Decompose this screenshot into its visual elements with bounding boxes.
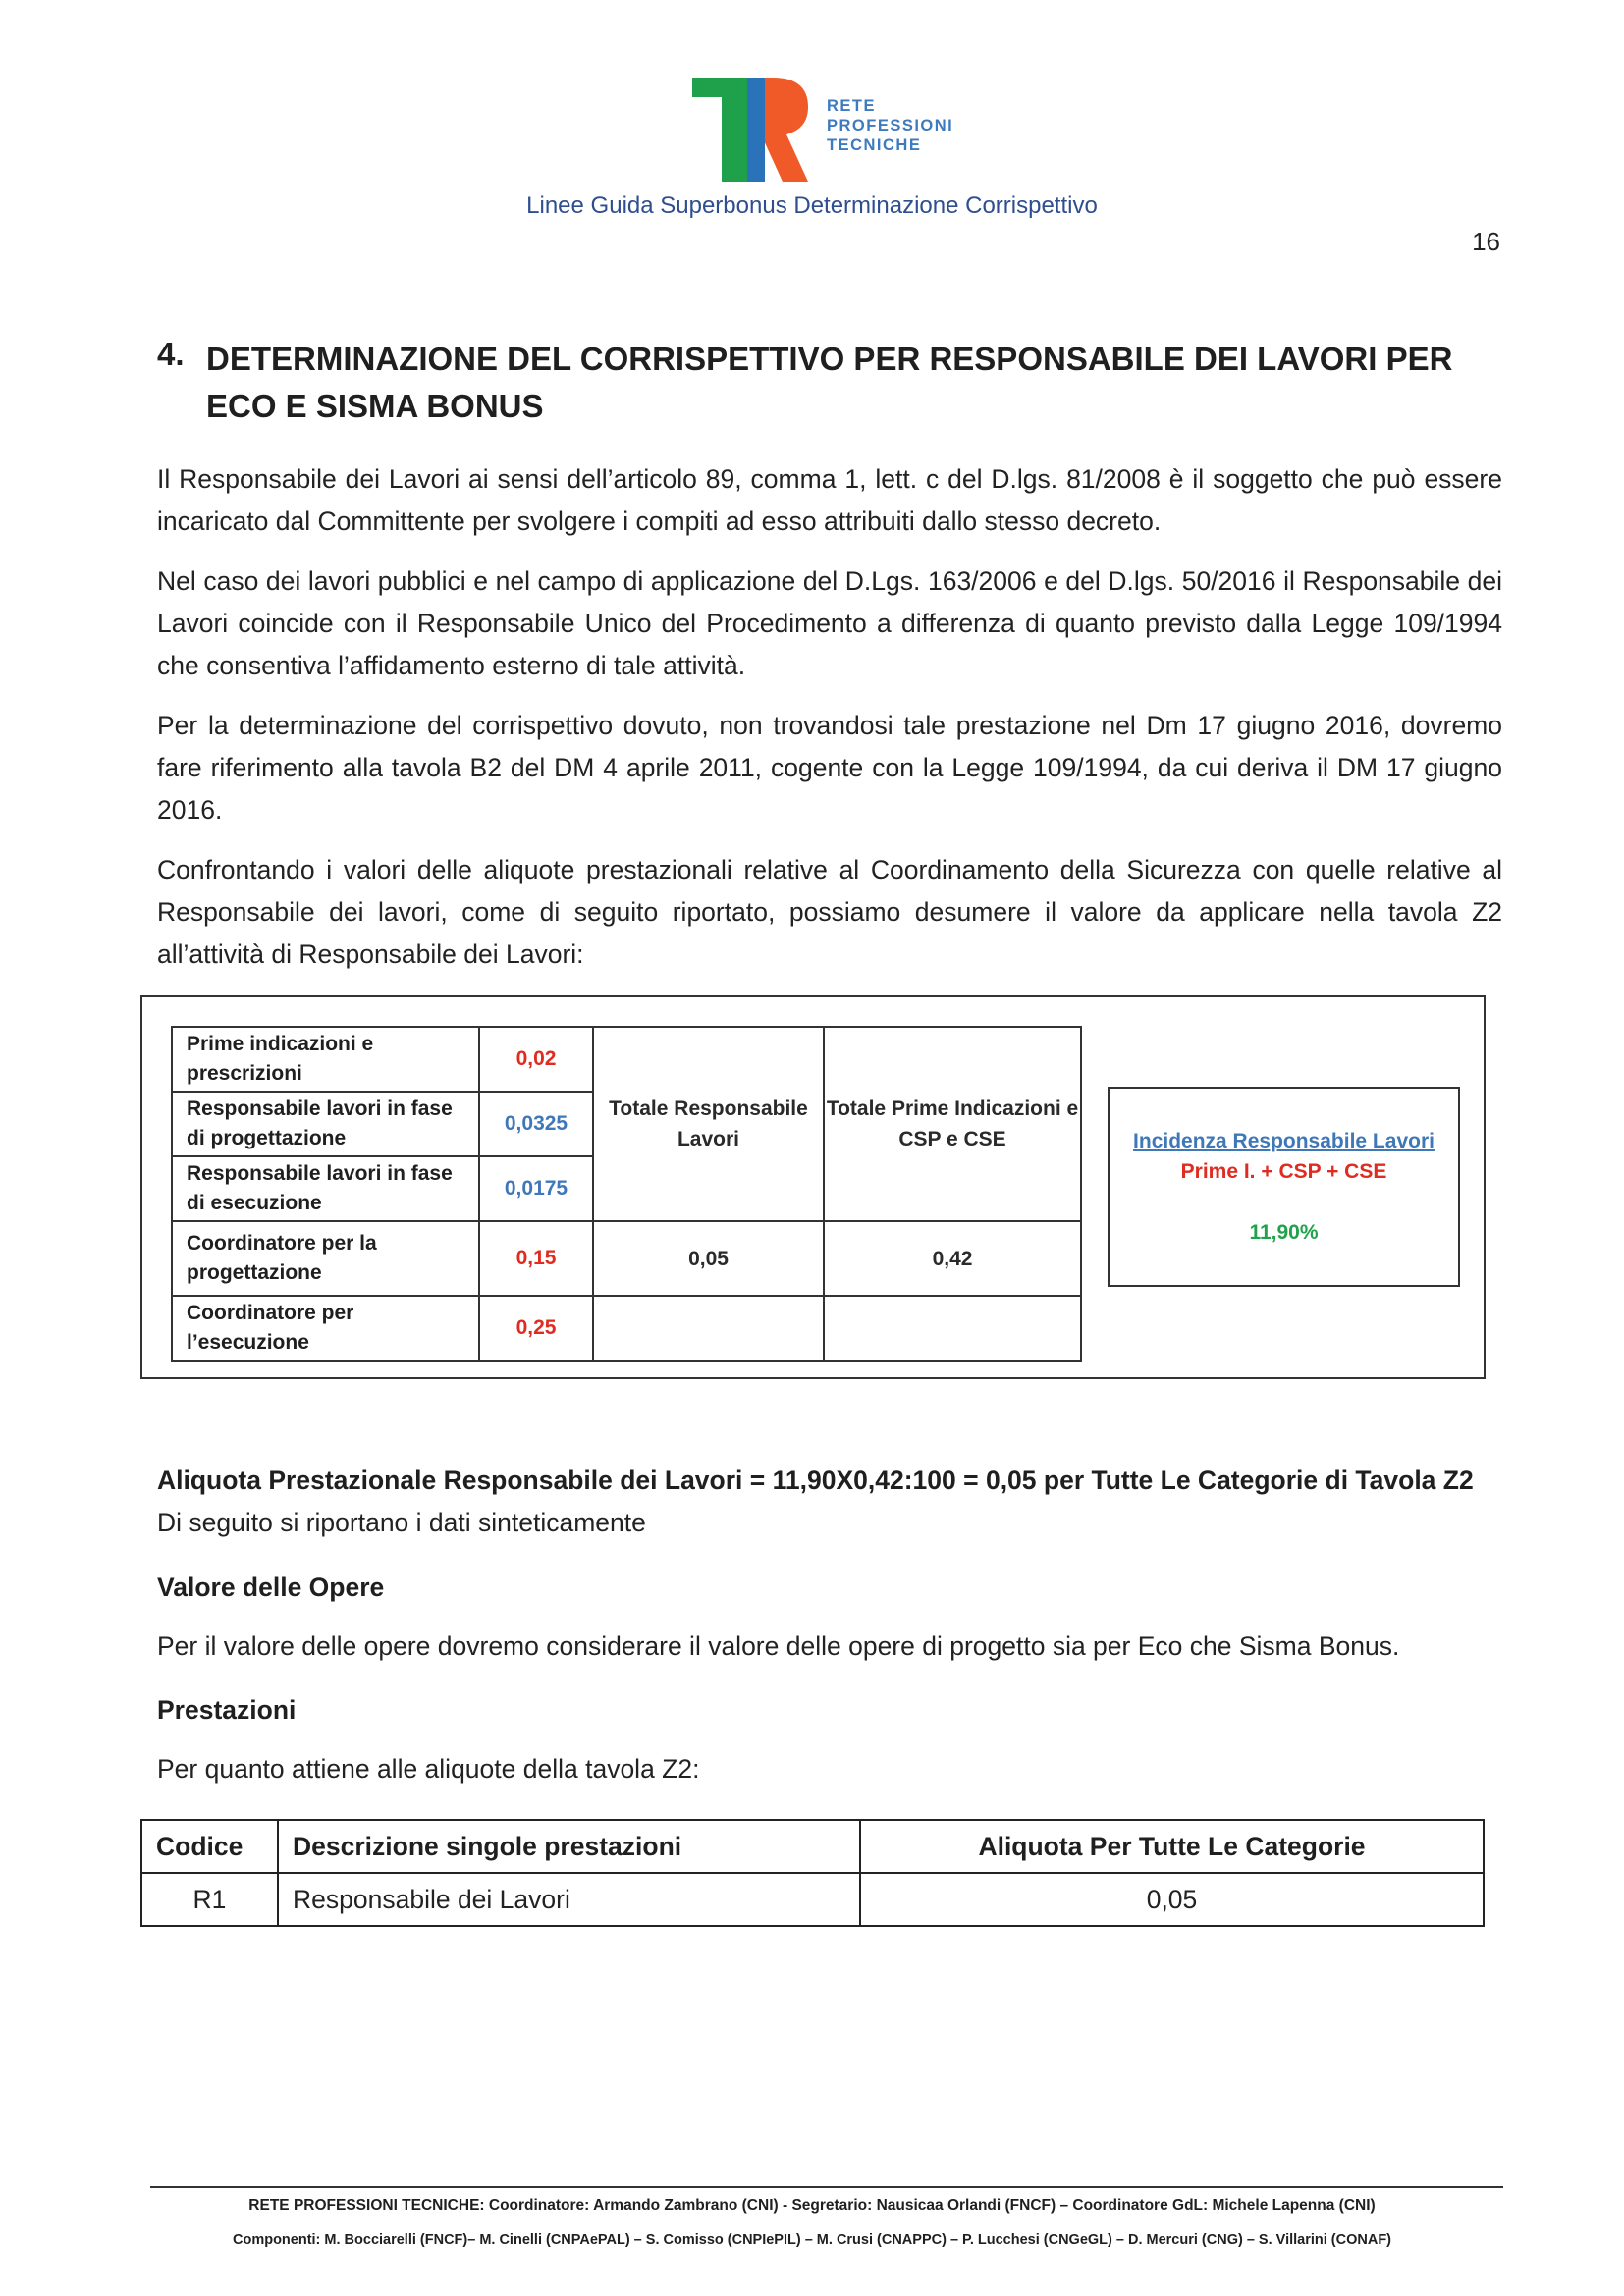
incidence-value: 11,90%	[1249, 1221, 1319, 1244]
header-aliquota: Aliquota Per Tutte Le Categorie	[860, 1820, 1484, 1873]
calc-label: Coordinatore per l’esecuzione	[172, 1296, 479, 1361]
footer-line-1: RETE PROFESSIONI TECNICHE: Coordinatore: Armando Zambrano (CNI) - Segretario: Nausicaa Orlandi (FNCF) – Coordinatore GdL: Michele Lapenna (CNI)	[248, 2197, 1376, 2214]
page-number: 16	[1472, 227, 1500, 256]
total-prime-header: Totale Prime Indicazioni e CSP e CSE	[824, 1027, 1081, 1221]
logo-word-3: TECNICHE	[827, 136, 922, 154]
total-rl-header: Totale Responsabile Lavori	[593, 1027, 824, 1221]
logo-wordmark	[827, 96, 953, 155]
valore-heading: Valore delle Opere	[157, 1573, 385, 1602]
paragraph-4: Confrontando i valori delle aliquote prestazionali relative al Coordinamento della Sicurezza con quelle relative al Responsabile dei lavori, come di seguito riportato, possiamo desumere il valore da applicare nella tavola Z2 all’attività di Responsabile dei Lavori:	[157, 855, 1502, 969]
calc-value: 0,25	[479, 1296, 593, 1361]
paragraph-2: Nel caso dei lavori pubblici e nel campo di applicazione del D.Lgs. 163/2006 e del D.lgs. 50/2016 il Responsabile dei Lavori coincide con il Responsabile Unico del Procedimento a differenza di quanto previsto dalla Legge 109/1994 che consentiva l’affidamento esterno di tale attività.	[157, 566, 1502, 680]
total-prime-value: 0,42	[824, 1221, 1081, 1296]
table-row	[141, 1873, 1484, 1926]
total-rl-value: 0,05	[593, 1221, 824, 1296]
rpt-logo-icon	[692, 78, 808, 182]
calc-value: 0,15	[479, 1221, 593, 1296]
paragraph-3: Per la determinazione del corrispettivo dovuto, non trovandosi tale prestazione nel Dm 17 giugno 2016, dovremo fare riferimento alla tavola B2 del DM 4 aprile 2011, cogente con la Legge 109/1994, da cui deriva il DM 17 giugno 2016.	[157, 711, 1502, 825]
document-title: Linee Guida Superbonus Determinazione Corrispettivo	[526, 192, 1098, 219]
incidence-title: Incidenza Responsabile Lavori	[1133, 1130, 1435, 1152]
codes-table	[140, 1819, 1485, 1927]
calc-label: Responsabile lavori in fase di esecuzione	[172, 1156, 479, 1221]
calc-label: Coordinatore per la progettazione	[172, 1221, 479, 1296]
summary-intro: Di seguito si riportano i dati sinteticamente	[157, 1508, 646, 1537]
empty-cell	[824, 1296, 1081, 1361]
header-descrizione: Descrizione singole prestazioni	[278, 1820, 860, 1873]
calc-value: 0,0175	[479, 1156, 593, 1221]
calc-label: Responsabile lavori in fase di progettazione	[172, 1092, 479, 1156]
calc-row	[172, 1221, 1081, 1296]
formula-line: Aliquota Prestazionale Responsabile dei Lavori = 11,90X0,42:100 = 0,05 per Tutte Le Categorie di Tavola Z2	[157, 1466, 1474, 1495]
aliquota-cell: 0,05	[860, 1873, 1484, 1926]
footer-rule	[150, 2186, 1503, 2188]
logo-word-1: RETE	[827, 97, 877, 115]
descrizione-cell: Responsabile dei Lavori	[278, 1873, 860, 1926]
section-title: DETERMINAZIONE DEL CORRISPETTIVO PER RESPONSABILE DEI LAVORI PER ECO E SISMA BONUS	[206, 341, 1453, 424]
codice-cell: R1	[141, 1873, 278, 1926]
footer-line-2: Componenti: M. Bocciarelli (FNCF)– M. Cinelli (CNPAePAL) – S. Comisso (CNPIePIL) – M. Crusi (CNAPPC) – P. Lucchesi (CNGeGL) – D. Mercuri (CNG) – S. Villarini (CONAF)	[232, 2232, 1392, 2248]
paragraph-1: Il Responsabile dei Lavori ai sensi dell’articolo 89, comma 1, lett. c del D.lgs. 81/2008 è il soggetto che può essere incaricato dal Committente per svolgere i compiti ad esso attribuiti dallo stesso decreto.	[157, 464, 1502, 536]
prestazioni-text: Per quanto attiene alle aliquote della tavola Z2:	[157, 1754, 700, 1784]
calc-table	[171, 1026, 1082, 1362]
incidence-box	[1108, 1087, 1460, 1287]
section-number: 4.	[157, 336, 185, 372]
incidence-subtitle: Prime I. + CSP + CSE	[1180, 1160, 1387, 1183]
empty-cell	[593, 1296, 824, 1361]
valore-text: Per il valore delle opere dovremo considerare il valore delle opere di progetto sia per Eco che Sisma Bonus.	[157, 1631, 1400, 1661]
header-codice: Codice	[141, 1820, 278, 1873]
calc-row	[172, 1027, 1081, 1092]
calc-value: 0,0325	[479, 1092, 593, 1156]
logo-word-2: PROFESSIONI	[827, 117, 954, 134]
calc-value: 0,02	[479, 1027, 593, 1092]
codes-header-row	[141, 1820, 1484, 1873]
calc-label: Prime indicazioni e prescrizioni	[172, 1027, 479, 1092]
calc-row	[172, 1296, 1081, 1361]
prestazioni-heading: Prestazioni	[157, 1695, 297, 1725]
